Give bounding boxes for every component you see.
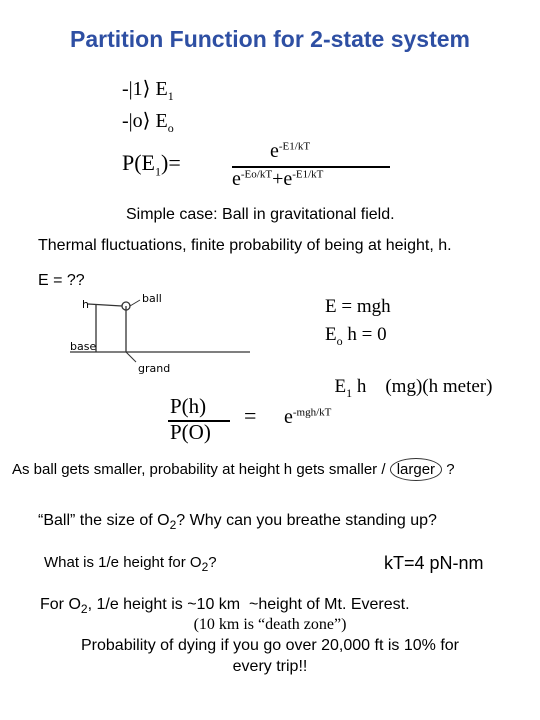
answer-line-1-sub: 2	[80, 602, 88, 617]
energy-line-1: E = mgh	[325, 296, 391, 317]
smaller-question-a: As ball gets smaller, probability at height h gets smaller /	[12, 461, 386, 478]
prob-lhs-close: )=	[161, 150, 181, 175]
prob-denominator	[232, 168, 323, 191]
prob-numerator	[270, 140, 310, 163]
answer-line-1-a: For O	[40, 596, 81, 613]
ratio-denominator: P(O)	[170, 420, 211, 444]
energy-line-3-sub: 1	[346, 385, 353, 400]
ratio-equals: =	[244, 403, 257, 428]
energy-line-2-sub: o	[336, 333, 343, 348]
energy-line-2-b: h = 0	[342, 324, 387, 345]
prob-den-a: e	[232, 168, 241, 190]
prob-lhs-sub: 1	[155, 164, 161, 179]
prob-lhs	[122, 150, 181, 179]
answer-line-4: every trip!!	[232, 658, 308, 675]
smaller-question	[12, 461, 455, 478]
state-one-sub: 1	[167, 89, 174, 103]
answer-line-3: Probability of dying if you go over 20,000 ft is 10% for	[81, 637, 459, 654]
sketch-base-label: base	[70, 340, 97, 353]
ball-o2-a: “Ball” the size of O	[38, 512, 170, 529]
sketch-ball-label: ball	[142, 292, 162, 305]
ground-pointer	[126, 352, 136, 362]
answer-line-1	[40, 596, 410, 616]
ratio-rhs	[284, 406, 331, 429]
answer-line-2: (10 km is “death zone”)	[193, 616, 347, 633]
sketch-ground-label: grand	[138, 362, 171, 375]
state-zero-ket	[122, 108, 174, 136]
larger-circled: larger	[390, 458, 442, 481]
state-zero-sub: o	[167, 121, 174, 135]
page-title: Partition Function for 2-state system	[69, 26, 470, 52]
sketch-h-label: h	[82, 298, 89, 311]
simple-case-text: Simple case: Ball in gravitational field.	[126, 206, 395, 223]
kt-value: kT=4 pN-nm	[384, 553, 484, 573]
ball-sketch	[60, 290, 270, 380]
ball-pointer	[130, 300, 140, 306]
energy-question: E = ??	[38, 272, 85, 289]
prob-num-exp: -E1/kT	[278, 140, 311, 153]
ratio-rhs-e: e	[284, 406, 293, 428]
prob-den-a-exp: -Eo/kT	[240, 168, 273, 181]
thermal-text: Thermal fluctuations, finite probability of being at height, h.	[38, 237, 452, 254]
smaller-question-b: ?	[446, 461, 455, 478]
state-one-text: -|1⟩ E	[122, 78, 168, 100]
ball-o2-question	[38, 512, 437, 532]
prob-den-plus: +e	[272, 168, 293, 190]
prob-den-b-exp: -E1/kT	[292, 168, 324, 181]
one-e-a: What is 1/e height for O	[44, 554, 202, 571]
state-one-ket	[122, 76, 174, 104]
one-e-b: ?	[208, 554, 217, 571]
answer-line-1-b: , 1/e height is ~10 km ~height of Mt. Everest.	[87, 596, 410, 613]
energy-line-3	[325, 354, 492, 401]
ratio-rhs-exp: -mgh/kT	[292, 406, 332, 419]
ball-o2-sub: 2	[169, 518, 177, 533]
energy-line-2	[325, 324, 387, 349]
energy-line-3-b: h (mg)(h meter)	[352, 376, 493, 397]
height-top-tick	[88, 304, 122, 306]
energy-line-3-a: E	[334, 376, 347, 397]
state-zero-text: -|o⟩ E	[122, 110, 168, 132]
one-e-question	[44, 554, 217, 574]
prob-lhs-text: P(E	[122, 150, 155, 175]
ball-o2-b: ? Why can you breathe standing up?	[176, 512, 437, 529]
ratio-numerator: P(h)	[170, 394, 207, 418]
prob-num-e: e	[270, 140, 279, 162]
energy-line-2-a: E	[325, 324, 337, 345]
one-e-sub: 2	[201, 560, 209, 574]
